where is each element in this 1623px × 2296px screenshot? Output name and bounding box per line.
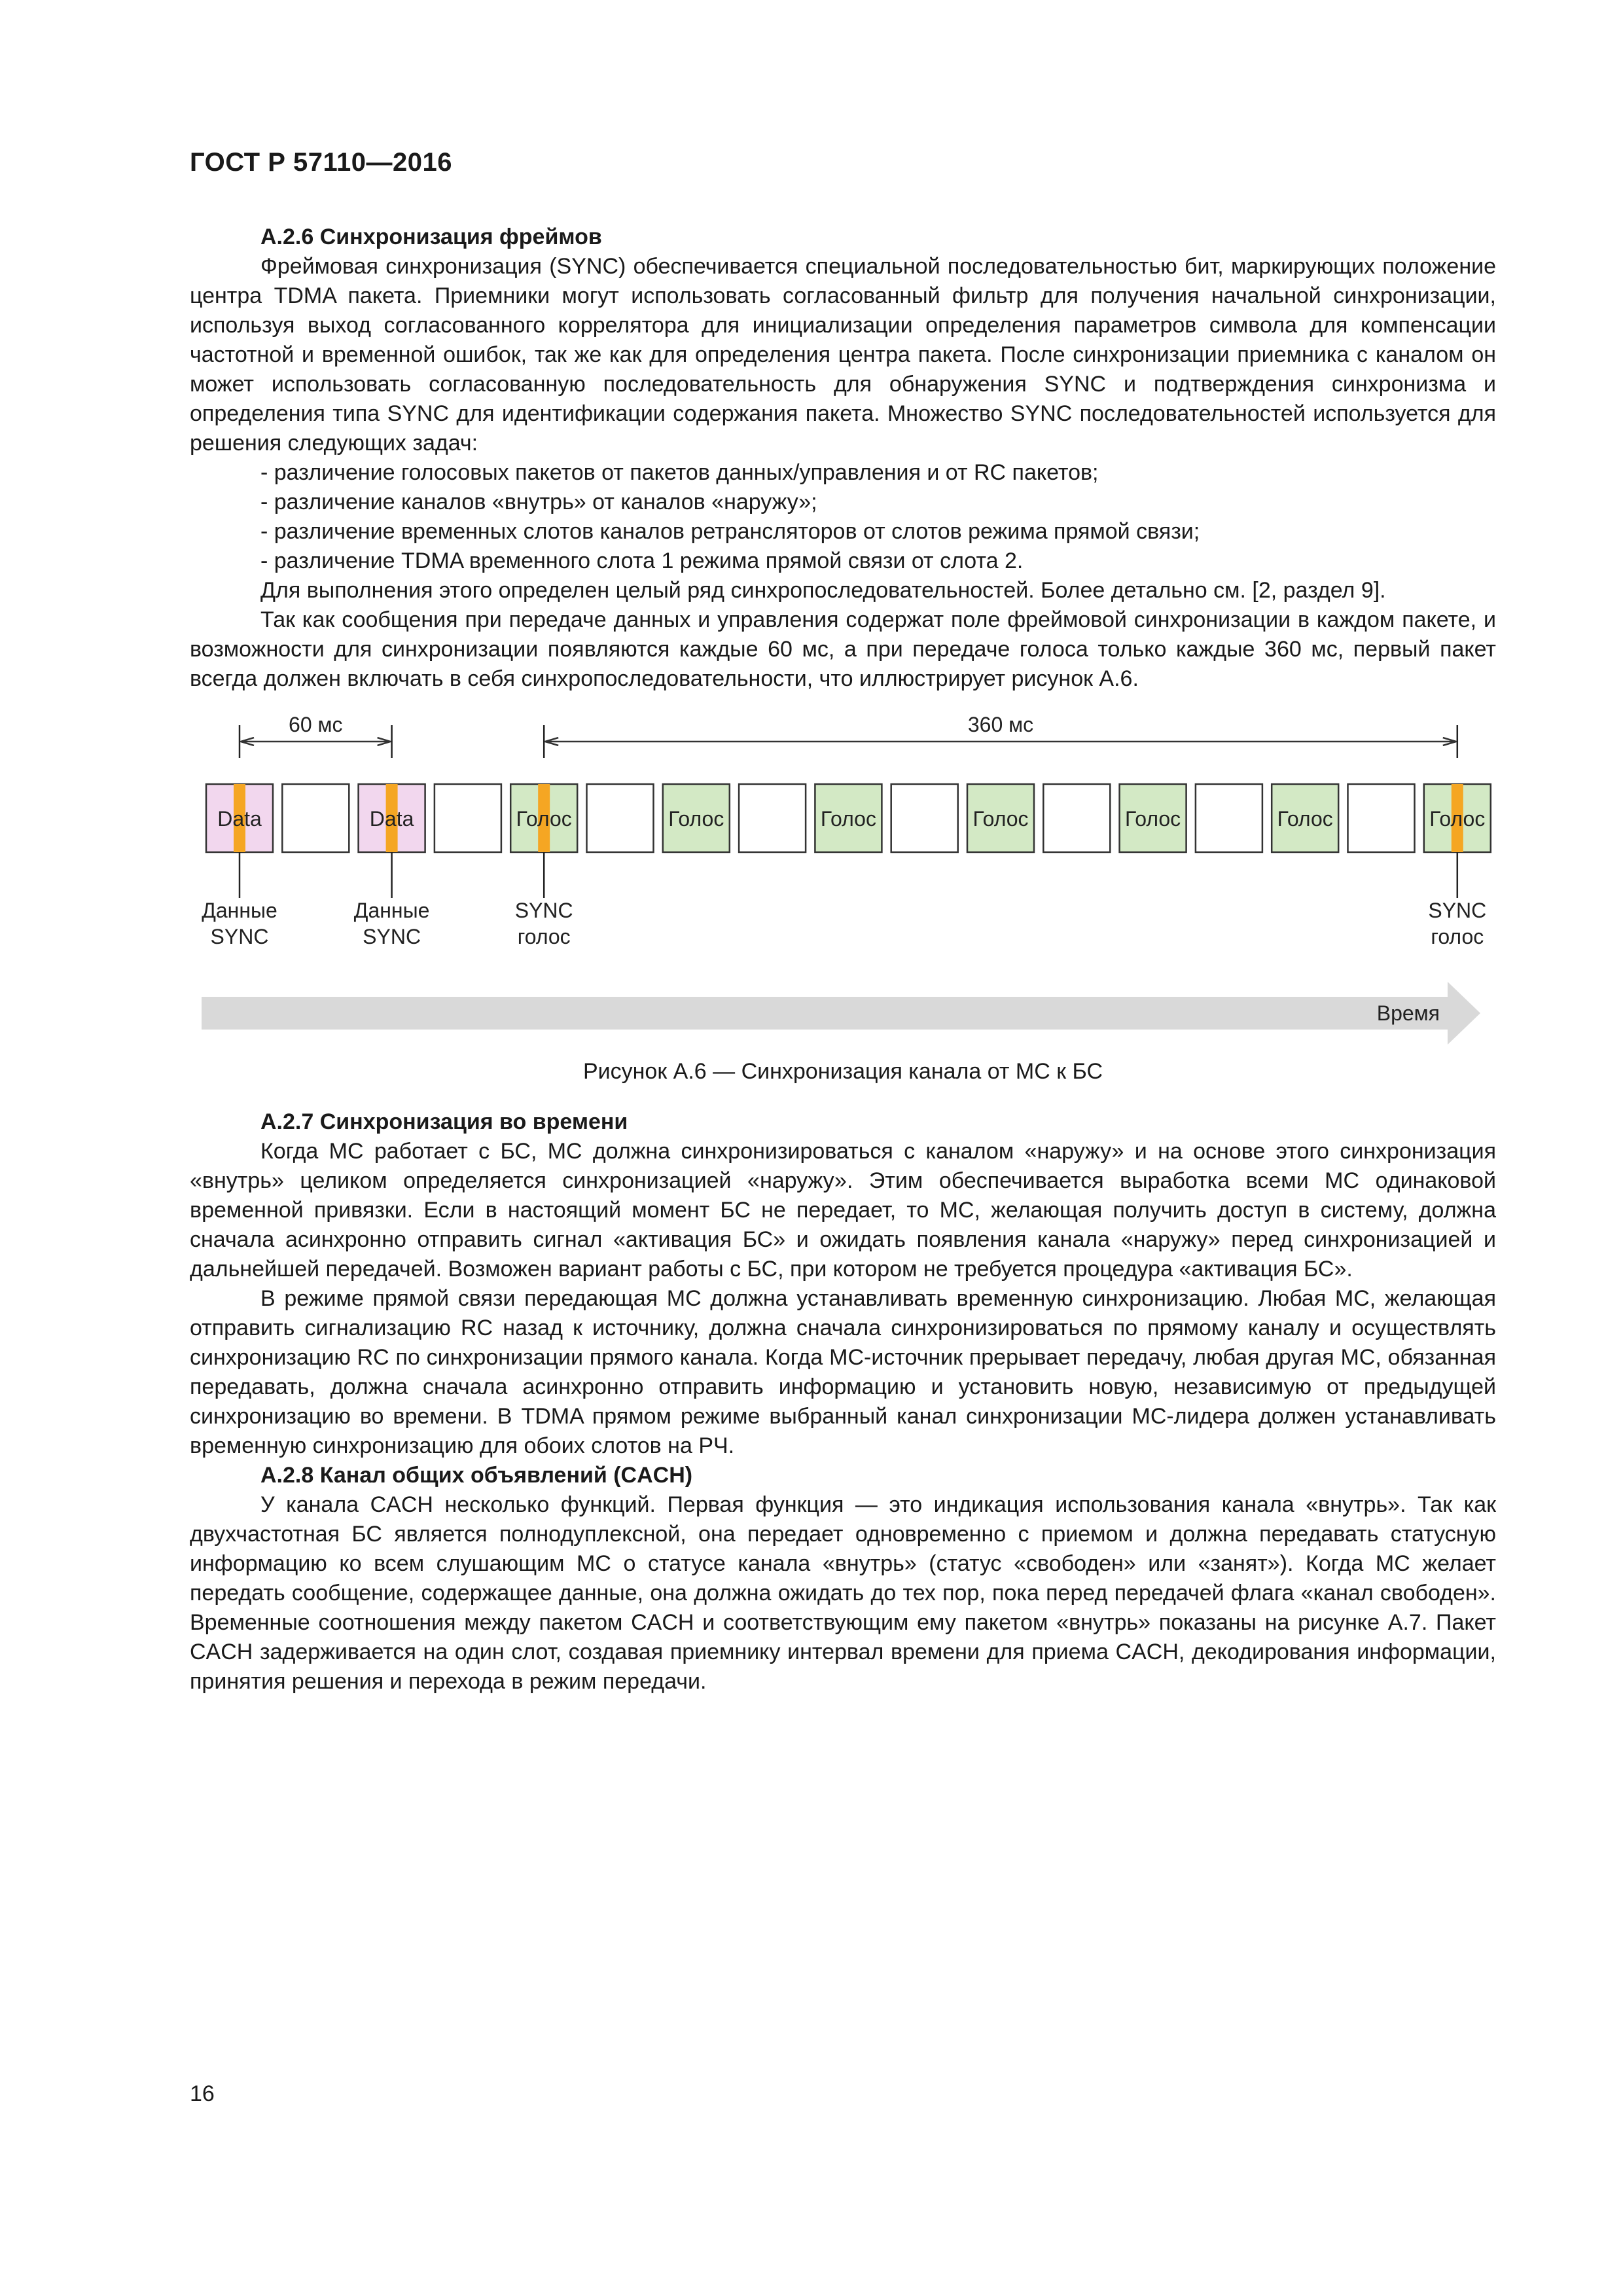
marker-label: SYNC [514, 899, 573, 922]
slot-label: Голос [668, 807, 724, 831]
marker-label: голос [1431, 925, 1484, 948]
document-code: ГОСТ Р 57110—2016 [190, 148, 452, 177]
dimension-lines [240, 713, 1457, 758]
time-axis [202, 982, 1480, 1045]
marker-label: Данные [353, 899, 430, 922]
slot-label: Голос [1429, 807, 1486, 831]
list-item: - различение голосовых пакетов от пакетов данных/управления и от RC пакетов; [260, 460, 1099, 485]
slot-label: Голос [1125, 807, 1181, 831]
paragraph: Так как сообщения при передаче данных и управления содержат поле фреймовой синхронизации в каждом пакете, и возможности для синхронизации появляются каждые 60 мс, а при передаче голоса только каждые 360 мс, первый пакет всегда должен включать в себя синхропоследовательности, что иллюстрирует рисунок А.6. [190, 607, 1496, 691]
section-heading: А.2.6 Синхронизация фреймов [260, 224, 602, 249]
figure-caption: Рисунок А.6 — Синхронизация канала от МС к БС [582, 1059, 1103, 1084]
paragraph: Для выполнения этого определен целый ряд синхропоследовательностей. Более детально см. [2, раздел 9]. [260, 578, 1386, 603]
slot-label: Голос [820, 807, 876, 831]
paragraph: В режиме прямой связи передающая МС должна устанавливать временную синхронизацию. Любая МС, желающая отправить сигнализацию RC назад к источнику, должна сначала синхронизироваться по прямому каналу и осуществлять синхронизацию RC по синхронизации прямого канала. Когда МС-источник прерывает передачу, любая другая МС, обязанная передавать, должна сначала асинхронно отправить информацию и установить новую, независимую от предыдущей синхронизацию во времени. В TDMA прямом режиме выбранный канал синхронизации МС-лидера должен устанавливать временную синхронизацию для обоих слотов на РЧ. [190, 1286, 1496, 1458]
slot-label: Голос [972, 807, 1029, 831]
slot-label: Data [369, 807, 414, 831]
marker-label: SYNC [363, 925, 421, 948]
sync-markers [202, 852, 1486, 948]
slot-empty [1196, 784, 1262, 852]
slot-empty [1348, 784, 1415, 852]
marker-label: SYNC [1428, 899, 1487, 922]
slot-empty [739, 784, 806, 852]
interval-60-label: 60 мс [289, 713, 343, 736]
section-heading: А.2.8 Канал общих объявлений (CACH) [260, 1463, 693, 1488]
paragraph: Фреймовая синхронизация (SYNC) обеспечивается специальной последовательностью бит, маркирующих положение центра TDMA пакета. Приемники могут использовать согласованный фильтр для получения начальной синхронизации, используя выход согласованного коррелятора для инициализации определения параметров символа для компенсации частотной и временной ошибок, так же как для определения центра пакета. После синхронизации приемника с каналом он может использовать согласованную последовательность для обнаружения SYNC и подтверждения синхронизма и определения типа SYNC для идентификации содержания пакета. Множество SYNC последовательностей используется для решения следующих задач: [190, 254, 1496, 456]
list-item: - различение временных слотов каналов ретрансляторов от слотов режима прямой связи; [260, 519, 1200, 544]
slot-empty [435, 784, 501, 852]
marker-label: Данные [202, 899, 277, 922]
paragraph: Когда МС работает с БС, МС должна синхронизироваться с каналом «наружу» и на основе этого синхронизация «внутрь» целиком определяется синхронизацией «наружу». Этим обеспечивается выработка всеми МС одинаковой временной привязки. Если в настоящий момент БС не передает, то МС, желающая получить доступ в систему, должна сначала асинхронно отправить сигнал «активация БС» и ожидать появления канала «наружу» перед синхронизацией и дальнейшей передачей. Возможен вариант работы с БС, при котором не требуется процедура «активация БС». [190, 1139, 1496, 1282]
list-item: - различение каналов «внутрь» от каналов «наружу»; [260, 490, 817, 514]
paragraph: У канала CACH несколько функций. Первая функция — это индикация использования канала «внутрь». Так как двухчастотная БС является полнодуплексной, она передает одновременно с приемом и должна передавать статусную информацию ко всем слушающим МС о статусе канала «внутрь» (статус «свободен» или «занят»). Когда МС желает передать сообщение, содержащее данные, она должна ожидать до тех пор, пока перед передачей флага «канал свободен». Временные соотношения между пакетом CACH и соответствующим ему пакетом «внутрь» показаны на рисунке А.7. Пакет CACH задерживается на один слот, создавая приемнику интервал времени для приема CACH, декодирования информации, принятия решения и перехода в режим передачи. [190, 1492, 1496, 1694]
slot-row [206, 784, 1491, 852]
section-heading: А.2.7 Синхронизация во времени [260, 1109, 628, 1134]
time-label: Время [1376, 1001, 1440, 1025]
time-arrow [202, 982, 1480, 1045]
marker-label: SYNC [210, 925, 269, 948]
list-item: - различение TDMA временного слота 1 режима прямой связи от слота 2. [260, 548, 1024, 573]
slot-label: Голос [1277, 807, 1333, 831]
slot-empty [1043, 784, 1110, 852]
slot-empty [587, 784, 654, 852]
slot-label: Data [217, 807, 262, 831]
slot-label: Голос [516, 807, 572, 831]
sections-a27-a28 [190, 1107, 1496, 1696]
page-number: 16 [190, 2081, 215, 2106]
slot-empty [891, 784, 958, 852]
slot-empty [282, 784, 349, 852]
marker-label: голос [517, 925, 571, 948]
sync-timing-figure [0, 0, 1623, 1113]
interval-360-label: 360 мс [967, 713, 1034, 736]
